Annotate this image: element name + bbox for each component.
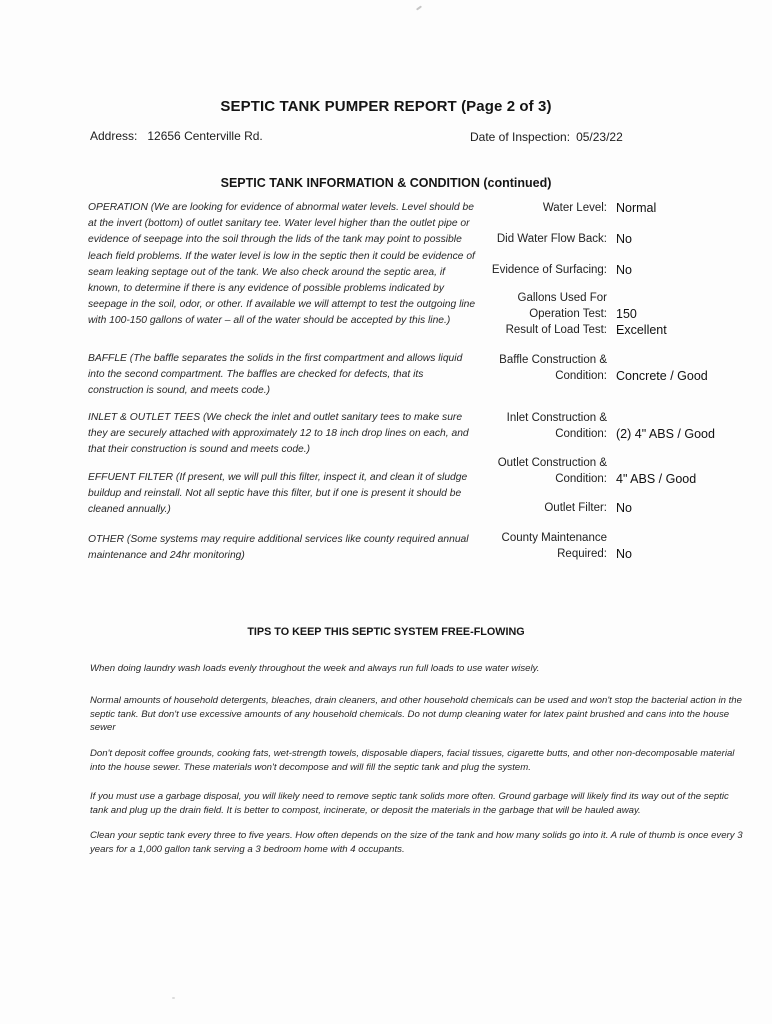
inspection-date-value: 05/23/22 — [576, 130, 623, 144]
field-label: Condition: — [555, 370, 607, 382]
field-label: Water Level: — [542, 202, 607, 214]
field-label: Did Water Flow Back: — [496, 233, 607, 245]
field-value: (2) 4" ABS / Good — [616, 427, 715, 441]
field-label: Condition: — [555, 473, 607, 485]
tips-heading: TIPS TO KEEP THIS SEPTIC SYSTEM FREE-FLOWING — [247, 626, 525, 638]
field-label: Evidence of Surfacing: — [491, 264, 607, 276]
info-paragraph-other: OTHER (Some systems may require additional services like county required annual maintenance and 24hr monitoring) — [88, 534, 469, 562]
field-value: No — [616, 501, 632, 515]
field-value: No — [616, 263, 632, 277]
inspection-date-label: Date of Inspection: — [470, 130, 571, 144]
tip-paragraph-garbage-disposal: If you must use a garbage disposal, you will likely need to remove septic tank solids more often. Ground garbage will likely find its way out of the septic tank and plug up the drain field. It is better to compost, incinerate, or deposit the materials in the garbage that will be hauled away. — [90, 791, 729, 816]
field-value: Excellent — [616, 323, 667, 337]
info-paragraph-baffle: BAFFLE (The baffle separates the solids in the first compartment and allows liquid into the second compartment. The baffles are checked for defects, that its construction is sound, and meets code.) — [88, 353, 463, 397]
field-label: County Maintenance — [501, 532, 607, 544]
field-row-operation-test — [0, 307, 772, 323]
tip-paragraph-non-decomposables: Don't deposit coffee grounds, cooking fats, wet-strength towels, disposable diapers, facial tissues, cigarette butts, and other non-decomposable material into the house sewer. These materials won't decompose and will fill the septic tank and plug the system. — [90, 748, 735, 773]
field-row-did-water-flow-back — [0, 232, 772, 248]
field-row-gallons-used-for — [0, 291, 772, 307]
field-value: 150 — [616, 307, 637, 321]
field-label: Condition: — [555, 428, 607, 440]
page-title: SEPTIC TANK PUMPER REPORT (Page 2 of 3) — [220, 98, 552, 115]
scan-speck — [172, 997, 175, 999]
field-label: Baffle Construction & — [499, 354, 607, 366]
field-row-county-required — [0, 547, 772, 563]
field-row-result-of-load-test — [0, 323, 772, 339]
address-line — [90, 129, 263, 143]
field-label: Result of Load Test: — [505, 324, 607, 336]
address-value: 12656 Centerville Rd. — [147, 129, 263, 143]
field-row-inlet-construction — [0, 411, 772, 427]
info-paragraph-operation: OPERATION (We are looking for evidence of abnormal water levels. Level should be at the invert (bottom) of outlet sanitary tee. Water level higher than the outlet pipe or evidence of seepage into the soil through the lids of the tank may point to possible leach field problems. If the water level is low in the septic then it could be evidence of seam leaking septage out of the tank. We also check around the septic area, if known, to determine if there is any evidence of possible problems indicated by seepage in the soil, odor, or other. If available we will attempt to test the outgoing line with 100-150 gallons of water – all of the water should be accepted by this line.) — [88, 202, 476, 327]
field-row-outlet-filter — [0, 501, 772, 517]
field-value: Normal — [616, 201, 657, 215]
field-row-water-level — [0, 201, 772, 217]
section-heading: SEPTIC TANK INFORMATION & CONDITION (continued) — [220, 176, 552, 190]
field-row-outlet-construction — [0, 456, 772, 472]
field-row-outlet-condition — [0, 472, 772, 488]
field-row-baffle-construction — [0, 353, 772, 369]
field-label: Outlet Filter: — [544, 502, 607, 514]
tip-paragraph-chemicals: Normal amounts of household detergents, bleaches, drain cleaners, and other household chemicals can be used and won't stop the bacterial action in the septic tank. But don't use excessive amounts of any household chemicals. Do not dump cleaning water for latex paint brushed and cans into the house sewer — [90, 695, 742, 734]
field-value: No — [616, 232, 632, 246]
field-label: Outlet Construction & — [497, 457, 607, 469]
field-row-inlet-condition — [0, 427, 772, 443]
field-label: Inlet Construction & — [506, 412, 607, 424]
field-label: Required: — [557, 548, 607, 560]
info-paragraph-effuent-filter: EFFUENT FILTER (If present, we will pull this filter, inspect it, and clean it of sludge buildup and reinstall. Not all septic have this filter, but if one is present it should be cleaned annually.) — [88, 472, 468, 516]
field-label: Gallons Used For — [517, 292, 607, 304]
field-row-evidence-of-surfacing — [0, 263, 772, 279]
field-value: No — [616, 547, 632, 561]
address-label: Address: — [90, 129, 138, 143]
field-label: Operation Test: — [529, 308, 607, 320]
inspection-date-line — [470, 130, 623, 144]
info-paragraph-inlet-outlet-tees: INLET & OUTLET TEES (We check the inlet and outlet sanitary tees to make sure they are securely attached with approximately 12 to 18 inch drop lines on each, and that their construction is sound and meets code.) — [88, 412, 469, 456]
scan-speck — [416, 5, 422, 10]
field-value: 4" ABS / Good — [616, 472, 697, 486]
field-value: Concrete / Good — [616, 369, 708, 383]
tip-paragraph-laundry: When doing laundry wash loads evenly throughout the week and always run full loads to use water wisely. — [90, 663, 540, 674]
field-row-county-maintenance — [0, 531, 772, 547]
field-row-baffle-condition — [0, 369, 772, 385]
tip-paragraph-cleaning-frequency: Clean your septic tank every three to five years. How often depends on the size of the tank and how many solids go into it. A rule of thumb is once every 3 years for a 1,000 gallon tank serving a 3 bedroom home with 4 occupants. — [90, 830, 743, 855]
